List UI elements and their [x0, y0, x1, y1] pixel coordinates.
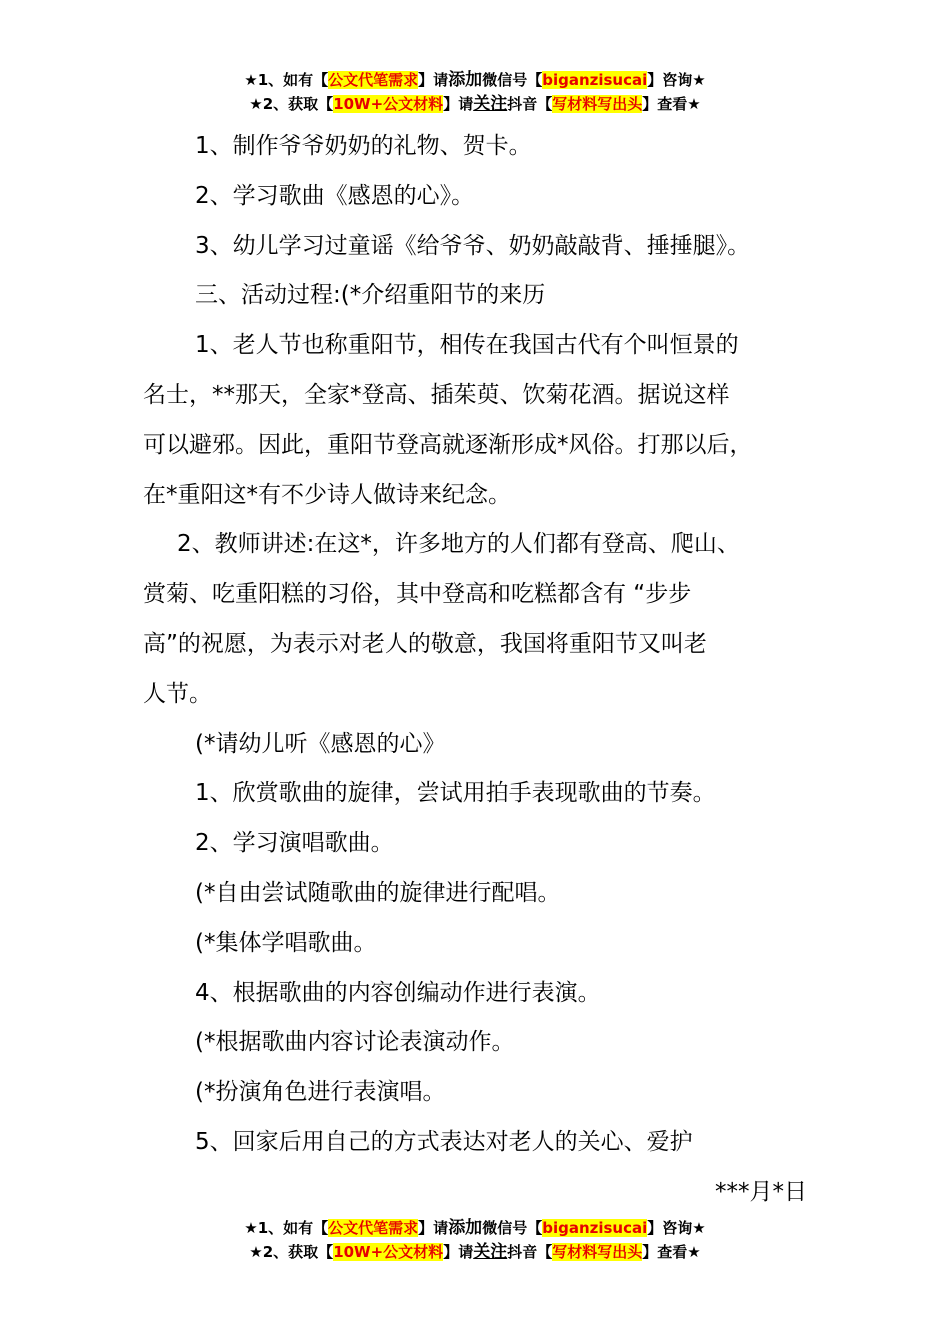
banner-line-1: ★1、如有【公文代笔需求】请添加微信号【biganzisucai】咨询★ [244, 70, 706, 90]
document-body [143, 122, 833, 1218]
star-icon: ★ [687, 1243, 701, 1261]
paragraph: 5、回家后用自己的方式表达对老人的关心、爱护 [195, 1128, 693, 1155]
paragraph: (*根据歌曲内容讨论表演动作。 [195, 1029, 515, 1056]
star-icon: ★ [244, 71, 258, 89]
paragraph: 1、老人节也称重阳节，相传在我国古代有个叫恒景的 [195, 332, 739, 359]
star-icon: ★ [687, 95, 701, 113]
douyin-id: 写材料写出头 [552, 1243, 643, 1261]
footer-banner [0, 1216, 950, 1264]
banner-line-1: ★1、如有【公文代笔需求】请添加微信号【biganzisucai】咨询★ [244, 1218, 706, 1238]
paragraph: 2、学习演唱歌曲。 [195, 830, 394, 857]
wechat-id: biganzisucai [542, 71, 648, 89]
star-icon: ★ [244, 1219, 258, 1237]
paragraph: 名士，**那天，全家*登高、插茱萸、饮菊花酒。据说这样 [143, 381, 730, 408]
star-icon: ★ [692, 1219, 706, 1237]
star-icon: ★ [692, 71, 706, 89]
highlight-text: 公文代笔需求 [328, 1219, 419, 1237]
paragraph: 3、幼儿学习过童谣《给爷爷、奶奶敲敲背、捶捶腿》。 [195, 232, 751, 259]
highlight-text: 10W+公文材料 [333, 95, 444, 113]
paragraph: 高”的祝愿，为表示对老人的敬意，我国将重阳节又叫老 [143, 630, 707, 657]
paragraph: 赏菊、吃重阳糕的习俗，其中登高和吃糕都含有 “步步 [143, 581, 692, 608]
paragraph: 人节。 [143, 680, 212, 707]
paragraph: 4、根据歌曲的内容创编动作进行表演。 [195, 979, 601, 1006]
paragraph: 1、制作爷爷奶奶的礼物、贺卡。 [195, 133, 532, 159]
banner-line-2: ★2、获取【10W+公文材料】请关注抖音【写材料写出头】查看★ [249, 1242, 701, 1262]
section-heading: 三、活动过程:(*介绍重阳节的来历 [195, 282, 546, 309]
highlight-text: 公文代笔需求 [328, 71, 419, 89]
header-banner [0, 68, 950, 116]
douyin-id: 写材料写出头 [552, 95, 643, 113]
star-icon: ★ [249, 1243, 263, 1261]
wechat-id: biganzisucai [542, 1219, 648, 1237]
highlight-text: 10W+公文材料 [333, 1243, 444, 1261]
paragraph: (*自由尝试随歌曲的旋律进行配唱。 [195, 879, 561, 906]
banner-line-2: ★2、获取【10W+公文材料】请关注抖音【写材料写出头】查看★ [249, 94, 701, 114]
paragraph: (*集体学唱歌曲。 [195, 929, 377, 956]
paragraph: (*请幼儿听《感恩的心》 [195, 730, 446, 757]
star-icon: ★ [249, 95, 263, 113]
paragraph: 2、教师讲述:在这*，许多地方的人们都有登高、爬山、 [177, 531, 740, 558]
paragraph: 1、欣赏歌曲的旋律，尝试用拍手表现歌曲的节奏。 [195, 780, 716, 807]
paragraph: 在*重阳这*有不少诗人做诗来纪念。 [143, 481, 511, 508]
paragraph: 2、学习歌曲《感恩的心》。 [195, 182, 475, 209]
date-line: ***月*日 [715, 1178, 807, 1205]
paragraph: (*扮演角色进行表演唱。 [195, 1079, 446, 1106]
paragraph: 可以避邪。因此，重阳节登高就逐渐形成*风俗。打那以后， [143, 431, 753, 458]
